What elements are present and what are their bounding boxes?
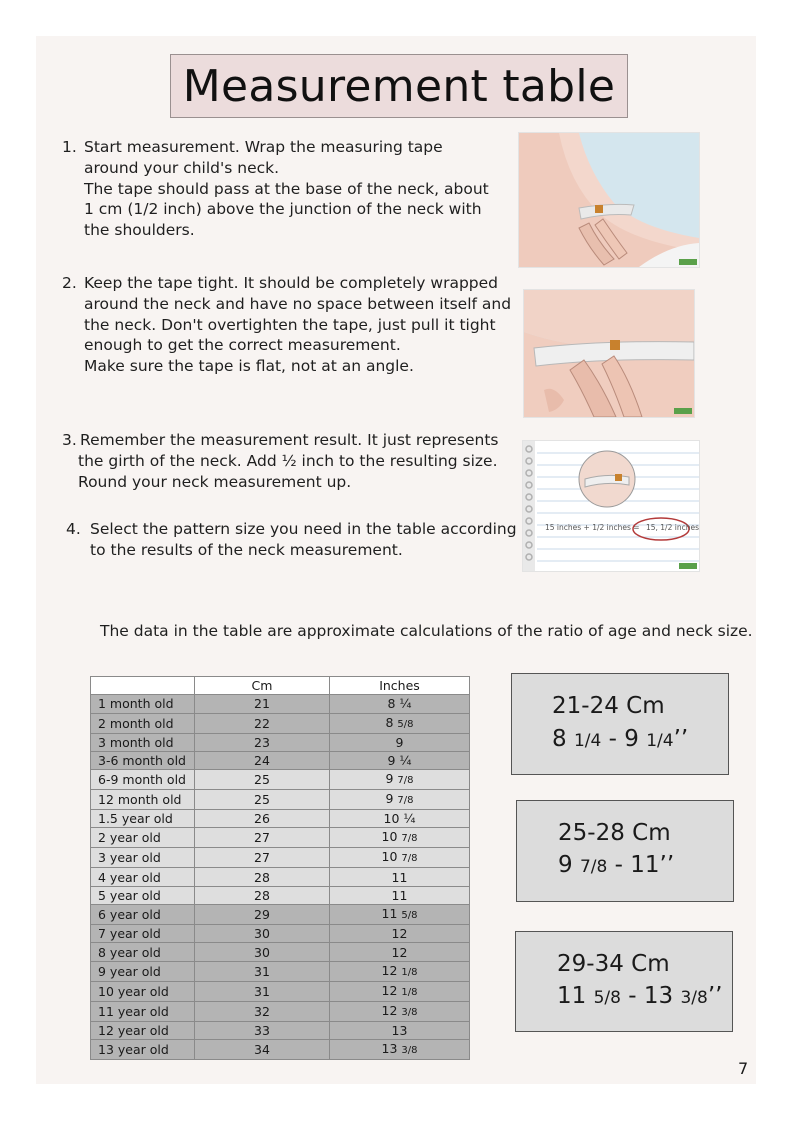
range-cm: 29-34 Cm — [557, 951, 670, 977]
cell-cm: 29 — [195, 905, 330, 925]
table-row — [91, 810, 470, 828]
table-row — [91, 925, 470, 943]
range-inch-a: 8 — [552, 726, 567, 752]
title-box — [170, 54, 628, 118]
cell-cm: 24 — [195, 751, 330, 769]
step-line: Round your neck measurement up. — [78, 472, 352, 491]
cell-inches: 9 7/8 — [330, 770, 470, 790]
table-row — [91, 848, 470, 868]
size-range-box-2 — [516, 800, 734, 902]
cell-age: 9 year old — [91, 961, 195, 981]
range-unit: ’’ — [707, 983, 723, 1009]
table-row — [91, 770, 470, 790]
cell-age: 2 year old — [91, 828, 195, 848]
step-line: to the results of the neck measurement. — [90, 540, 403, 559]
step-line: The tape should pass at the base of the neck, about — [84, 179, 489, 198]
cell-inches: 9 7/8 — [330, 790, 470, 810]
cell-cm: 27 — [195, 848, 330, 868]
cell-cm: 33 — [195, 1021, 330, 1039]
cell-cm: 31 — [195, 961, 330, 981]
table-row — [91, 943, 470, 961]
neck-wrap-drawing — [519, 133, 699, 267]
header-inches: Inches — [330, 677, 470, 695]
step-line: the girth of the neck. Add ½ inch to the resulting size. — [78, 451, 498, 470]
cell-inches: 13 3/8 — [330, 1039, 470, 1059]
cell-age: 6 year old — [91, 905, 195, 925]
step-number: 3. — [62, 431, 77, 449]
cell-inches: 9 ¼ — [330, 751, 470, 769]
cell-age: 11 year old — [91, 1001, 195, 1021]
cell-cm: 28 — [195, 868, 330, 886]
cell-inches: 9 — [330, 733, 470, 751]
size-range-box-3 — [515, 931, 733, 1032]
cell-cm: 26 — [195, 810, 330, 828]
range-cm: 25-28 Cm — [558, 820, 671, 846]
table-row — [91, 981, 470, 1001]
step-2 — [62, 273, 511, 377]
cell-inches: 12 — [330, 925, 470, 943]
cell-age: 12 year old — [91, 1021, 195, 1039]
cell-cm: 23 — [195, 733, 330, 751]
notebook-equation-result: 15, 1/2 inches — [645, 523, 699, 532]
cell-cm: 30 — [195, 943, 330, 961]
cell-inches: 8 5/8 — [330, 713, 470, 733]
cell-age: 12 month old — [91, 790, 195, 810]
step-line: Keep the tape tight. It should be completely wrapped — [84, 274, 499, 292]
cell-inches: 8 ¼ — [330, 695, 470, 713]
step-line: around your child's neck. — [84, 158, 280, 177]
illustration-notebook — [522, 440, 700, 572]
notebook-drawing — [523, 441, 699, 571]
cell-age: 2 month old — [91, 713, 195, 733]
range-separator: - — [608, 726, 617, 752]
cell-age: 4 year old — [91, 868, 195, 886]
range-unit: ’’ — [673, 726, 689, 752]
range-cm: 21-24 Cm — [552, 693, 665, 719]
illustration-tape-tight — [523, 289, 695, 418]
range-inches — [552, 724, 688, 757]
table-row — [91, 1021, 470, 1039]
range-frac-a: 1/4 — [573, 731, 602, 751]
cell-inches: 12 — [330, 943, 470, 961]
header-cm: Cm — [195, 677, 330, 695]
cell-age: 6-9 month old — [91, 770, 195, 790]
table-body — [91, 695, 470, 1060]
cell-inches: 11 — [330, 868, 470, 886]
cell-cm: 28 — [195, 886, 330, 904]
cell-inches: 10 ¼ — [330, 810, 470, 828]
table-header-row — [91, 677, 470, 695]
step-line: Remember the measurement result. It just represents — [80, 431, 499, 449]
cell-age: 8 year old — [91, 943, 195, 961]
step-line: Make sure the tape is flat, not at an angle. — [84, 357, 414, 376]
table-row — [91, 868, 470, 886]
range-frac-a: 5/8 — [593, 988, 621, 1008]
cell-cm: 25 — [195, 770, 330, 790]
table-row — [91, 713, 470, 733]
page-number: 7 — [738, 1059, 749, 1078]
header-age — [91, 677, 195, 695]
step-number: 1. — [62, 138, 77, 156]
table-row — [91, 695, 470, 713]
cell-age: 1 month old — [91, 695, 195, 713]
size-range-box-1 — [511, 673, 729, 775]
cell-age: 3 month old — [91, 733, 195, 751]
step-line: the neck. Don't overtighten the tape, just pull it tight — [84, 315, 496, 334]
cell-age: 1.5 year old — [91, 810, 195, 828]
cell-cm: 30 — [195, 925, 330, 943]
table-row — [91, 1001, 470, 1021]
cell-age: 3 year old — [91, 848, 195, 868]
cell-age: 5 year old — [91, 886, 195, 904]
step-line: Select the pattern size you need in the table according — [90, 520, 517, 538]
cell-cm: 25 — [195, 790, 330, 810]
step-number: 4. — [66, 520, 81, 538]
step-line: Start measurement. Wrap the measuring tape — [84, 138, 443, 156]
cell-cm: 27 — [195, 828, 330, 848]
cell-cm: 31 — [195, 981, 330, 1001]
range-inches — [557, 981, 722, 1014]
cell-cm: 21 — [195, 695, 330, 713]
step-4 — [66, 519, 517, 561]
range-inch-a: 11 — [557, 983, 587, 1009]
cell-cm: 34 — [195, 1039, 330, 1059]
size-table — [90, 676, 470, 1060]
table-note: The data in the table are approximate calculations of the ratio of age and neck size. — [100, 622, 753, 640]
step-number: 2. — [62, 274, 77, 292]
step-line: enough to get the correct measurement. — [84, 336, 401, 355]
table-row — [91, 905, 470, 925]
table-row — [91, 961, 470, 981]
cell-inches: 13 — [330, 1021, 470, 1039]
cell-inches: 12 1/8 — [330, 981, 470, 1001]
table-row — [91, 886, 470, 904]
notebook-equation-left: 15 inches + 1/2 inches = — [545, 523, 640, 532]
cell-inches: 11 5/8 — [330, 905, 470, 925]
range-separator: - — [614, 852, 623, 878]
cell-inches: 12 1/8 — [330, 961, 470, 981]
range-inch-b: 11 — [630, 852, 660, 878]
notebook-equation — [545, 523, 699, 532]
cell-age: 7 year old — [91, 925, 195, 943]
page-title: Measurement table — [182, 60, 616, 112]
cell-inches: 10 7/8 — [330, 848, 470, 868]
range-inch-a: 9 — [558, 852, 573, 878]
table-row — [91, 790, 470, 810]
range-inch-b: 13 — [643, 983, 674, 1009]
range-inches — [558, 850, 674, 883]
illustration-neck-wrap — [518, 132, 700, 268]
range-inch-b: 9 — [624, 726, 639, 752]
range-unit: ’’ — [659, 852, 675, 878]
range-frac-b: 1/4 — [646, 731, 674, 751]
tape-tight-drawing — [524, 290, 694, 417]
cell-cm: 32 — [195, 1001, 330, 1021]
step-line: the shoulders. — [84, 221, 195, 240]
table-row — [91, 1039, 470, 1059]
step-1 — [62, 137, 489, 241]
cell-age: 10 year old — [91, 981, 195, 1001]
step-3 — [62, 430, 499, 492]
cell-inches: 12 3/8 — [330, 1001, 470, 1021]
range-frac-a: 7/8 — [579, 857, 608, 877]
cell-age: 13 year old — [91, 1039, 195, 1059]
range-frac-b: 3/8 — [680, 988, 708, 1008]
table-row — [91, 751, 470, 769]
range-separator: - — [628, 983, 637, 1009]
table-row — [91, 733, 470, 751]
step-line: 1 cm (1/2 inch) above the junction of the neck with — [84, 200, 482, 219]
cell-cm: 22 — [195, 713, 330, 733]
cell-age: 3-6 month old — [91, 751, 195, 769]
table-row — [91, 828, 470, 848]
cell-inches: 11 — [330, 886, 470, 904]
cell-inches: 10 7/8 — [330, 828, 470, 848]
step-line: around the neck and have no space between itself and — [84, 294, 512, 313]
